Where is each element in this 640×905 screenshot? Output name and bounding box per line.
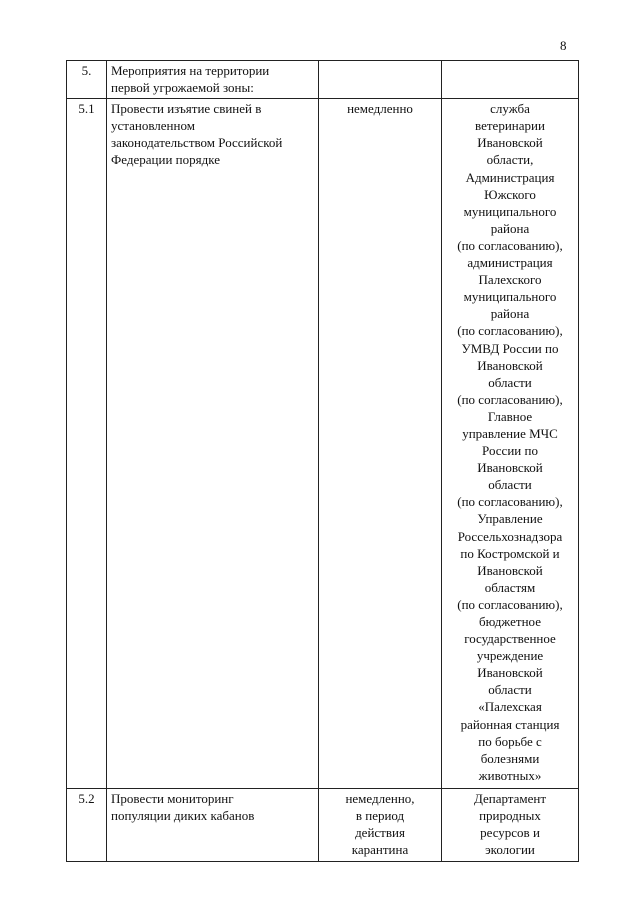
term-line: в период xyxy=(355,808,405,824)
executor-line: (по согласованию), xyxy=(457,494,563,510)
executor-line: управление МЧС xyxy=(462,425,558,441)
term-line: немедленно, xyxy=(345,791,415,807)
executor-line: Ивановской xyxy=(477,357,543,373)
term-cell xyxy=(319,789,442,861)
executor-line: области xyxy=(488,477,532,493)
executor-line: районная станция xyxy=(460,716,560,732)
event-cell xyxy=(107,99,319,789)
executor-line: бюджетное xyxy=(479,614,541,629)
executor-line: Южского xyxy=(484,186,536,202)
term-cell xyxy=(319,99,442,789)
row-number-cell: 5. xyxy=(67,61,107,99)
executor-line: по борьбе с xyxy=(478,733,542,749)
executor-line: животных» xyxy=(478,767,542,783)
executor-cell xyxy=(442,789,579,861)
executor-line: Ивановской xyxy=(477,562,543,578)
executor-line: УМВД России по xyxy=(461,340,559,356)
event-cell xyxy=(107,789,319,861)
executor-line: экологии xyxy=(485,842,535,858)
event-line: Федерации порядке xyxy=(111,152,220,168)
term-line: карантина xyxy=(351,842,409,858)
executor-line: служба xyxy=(490,101,530,117)
event-cell xyxy=(107,61,319,99)
executor-line: государственное xyxy=(464,631,556,647)
table-row xyxy=(67,99,579,789)
executor-line: (по согласованию), xyxy=(457,391,563,407)
row-number-cell: 5.2 xyxy=(67,789,107,861)
term-line: действия xyxy=(355,825,405,841)
executor-line: (по согласованию), xyxy=(457,323,563,339)
event-line: Провести мониторинг xyxy=(111,791,234,807)
event-line: Мероприятия на территории xyxy=(111,63,270,78)
executor-line: болезнями xyxy=(480,750,540,766)
executor-line: муниципального xyxy=(463,289,557,305)
event-line: первой угрожаемой зоны: xyxy=(111,80,254,96)
executor-line: (по согласованию), xyxy=(457,237,563,253)
executor-line: области xyxy=(488,374,532,390)
measures-table xyxy=(66,60,579,862)
executor-line: муниципального xyxy=(463,203,557,219)
executor-line: «Палехская xyxy=(478,699,542,715)
event-line: популяции диких кабанов xyxy=(111,808,255,824)
executor-line: Департамент xyxy=(473,791,547,807)
executor-line: России по xyxy=(482,443,538,459)
executor-line: ресурсов и xyxy=(480,825,540,841)
executor-line: областям xyxy=(484,579,536,595)
executor-line: Ивановской xyxy=(477,460,543,476)
table-row xyxy=(67,61,579,99)
executor-line: по Костромской и xyxy=(460,545,560,561)
event-line: законодательством Российской xyxy=(111,135,283,151)
executor-line: области, xyxy=(486,152,534,168)
table-row xyxy=(67,789,579,861)
row-number-cell: 5.1 xyxy=(67,99,107,789)
executor-line: администрация xyxy=(467,255,553,271)
executor-line: Россельхознадзора xyxy=(457,528,563,544)
executor-line: Главное xyxy=(487,408,533,424)
executor-line: природных xyxy=(479,808,541,824)
term-cell xyxy=(319,61,442,99)
executor-line: (по согласованию), xyxy=(457,596,563,612)
event-line: Провести изъятие свиней в xyxy=(111,101,262,117)
term-line: немедленно xyxy=(347,101,413,117)
executor-line: Ивановской xyxy=(477,665,543,681)
executor-line: Управление xyxy=(477,511,543,527)
executor-line: ветеринарии xyxy=(475,118,545,134)
executor-line: района xyxy=(490,220,530,236)
executor-line: области xyxy=(488,682,532,698)
executor-line: Администрация xyxy=(465,169,555,185)
executor-cell xyxy=(442,61,579,99)
page-number: 8 xyxy=(560,38,567,53)
executor-cell xyxy=(442,99,579,789)
executor-line: района xyxy=(490,306,530,322)
event-line: установленном xyxy=(111,118,195,134)
executor-line: Палехского xyxy=(478,272,542,288)
executor-line: Ивановской xyxy=(477,135,543,151)
executor-line: учреждение xyxy=(476,648,544,664)
